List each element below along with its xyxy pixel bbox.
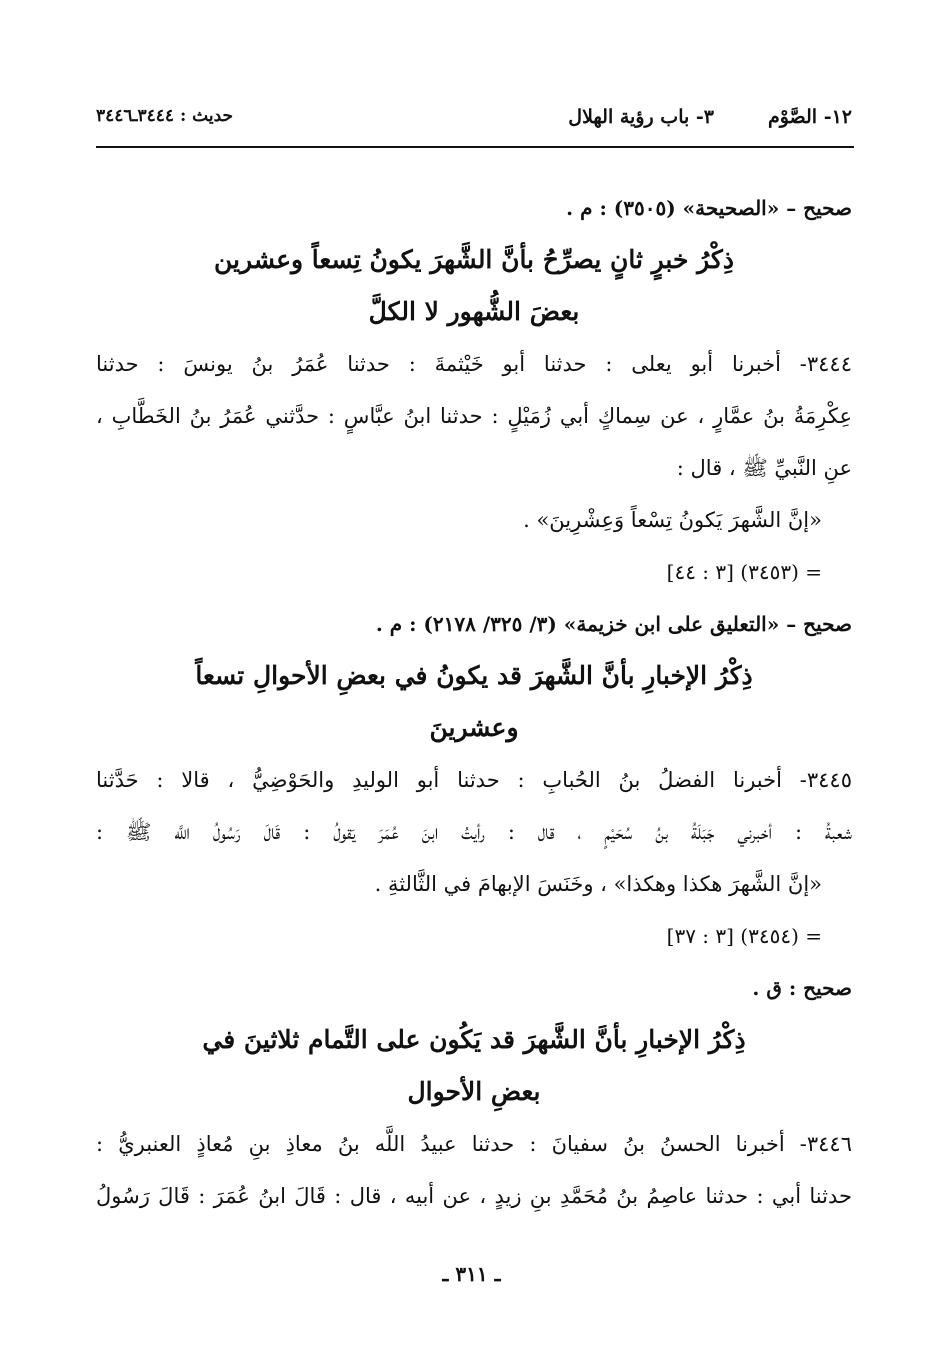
chapter-title: ٣- باب رؤية الهلال [568,106,714,128]
text-line: حدثنا أبي : حدثنا عاصِمُ بنُ مُحَمَّدِ بنِ زيدٍ ، عن أبيه ، قال : قَالَ ابنُ عُمَرَ : قَالَ رَسُولُ [96,1184,852,1208]
section-heading: ذِكْرُ الإخبارِ بأنَّ الشَّهرَ قد يكونُ في بعضِ الأحوالِ تسعاً [195,661,753,690]
header-divider [96,146,854,148]
running-header [96,96,852,142]
page-body [96,182,852,1222]
quote-line: «إنَّ الشَّهرَ هكذا وهكذا» ، وخَنَسَ الإبهامَ في الثَّالثةِ . [374,872,822,896]
page-number: ـ ٣١١ ـ [442,1262,501,1286]
quote-line: «إنَّ الشَّهرَ يَكونُ تِسْعاً وَعِشْرِينَ» . [523,508,822,532]
section-heading: وعشرينَ [429,713,519,742]
section-heading: ذِكْرُ خبرٍ ثانٍ يصرِّحُ بأنَّ الشَّهرَ يكونُ تِسعاً وعشرين [214,245,734,274]
grading-line: صحيح – «التعليق على ابن خزيمة» (٣/ ٣٢٥/ ٢١٧٨) : م . [375,612,852,636]
hadith-range: حديث : ٣٤٤٤ـ٣٤٤٦ [96,106,234,126]
text-line: عِكْرِمَةُ بنُ عمَّارٍ ، عن سِماكٍ أبي زُمَيْلٍ : حدثنا ابنُ عبَّاسٍ : حدَّثني عُمَرُ بنُ الخَطَّابِ ، [96,404,852,428]
section-heading: بعضَ الشُّهور لا الكلَّ [368,297,580,326]
reference-line: = (٣٤٥٣) [٣ : ٤٤] [666,560,822,584]
grading-line: صحيح – «الصحيحة» (٣٥٠٥) : م . [566,196,852,220]
section-heading: ذِكْرُ الإخبارِ بأنَّ الشَّهرَ قد يَكُون على التَّمام ثلاثينَ في [202,1025,746,1054]
section-heading: بعضِ الأحوال [407,1077,541,1106]
text-line: شعبةُ : أخبرني جَبَلَةُ بنُ سُحَيْمٍ ، قال : رأيتُ ابنَ عُمَرَ يَقولُ : قَالَ رَسُولُ اللَّه ﷺ : [96,820,852,844]
text-line: ٣٤٤٦- أخبرنا الحسنُ بنُ سفيانَ : حدثنا عبيدُ اللَّه بنُ معاذِ بنِ مُعاذٍ العنبريُّ : [96,1132,852,1156]
reference-line: = (٣٤٥٤) [٣ : ٣٧] [666,924,822,948]
text-line: ٣٤٤٥- أخبرنا الفضلُ بنُ الحُبابِ : حدثنا أبو الوليدِ والحَوْضِيُّ ، قالا : حَدَّثنا [96,768,852,792]
book-title: ١٢- الصَّوْم [767,106,852,128]
text-line: عنِ النَّبيِّ ﷺ ، قال : [676,456,852,480]
grading-line: صحيح : ق . [752,976,852,1000]
text-line: ٣٤٤٤- أخبرنا أبو يعلى : حدثنا أبو خَيْثمةَ : حدثنا عُمَرُ بنُ يونسَ : حدثنا [96,352,852,376]
